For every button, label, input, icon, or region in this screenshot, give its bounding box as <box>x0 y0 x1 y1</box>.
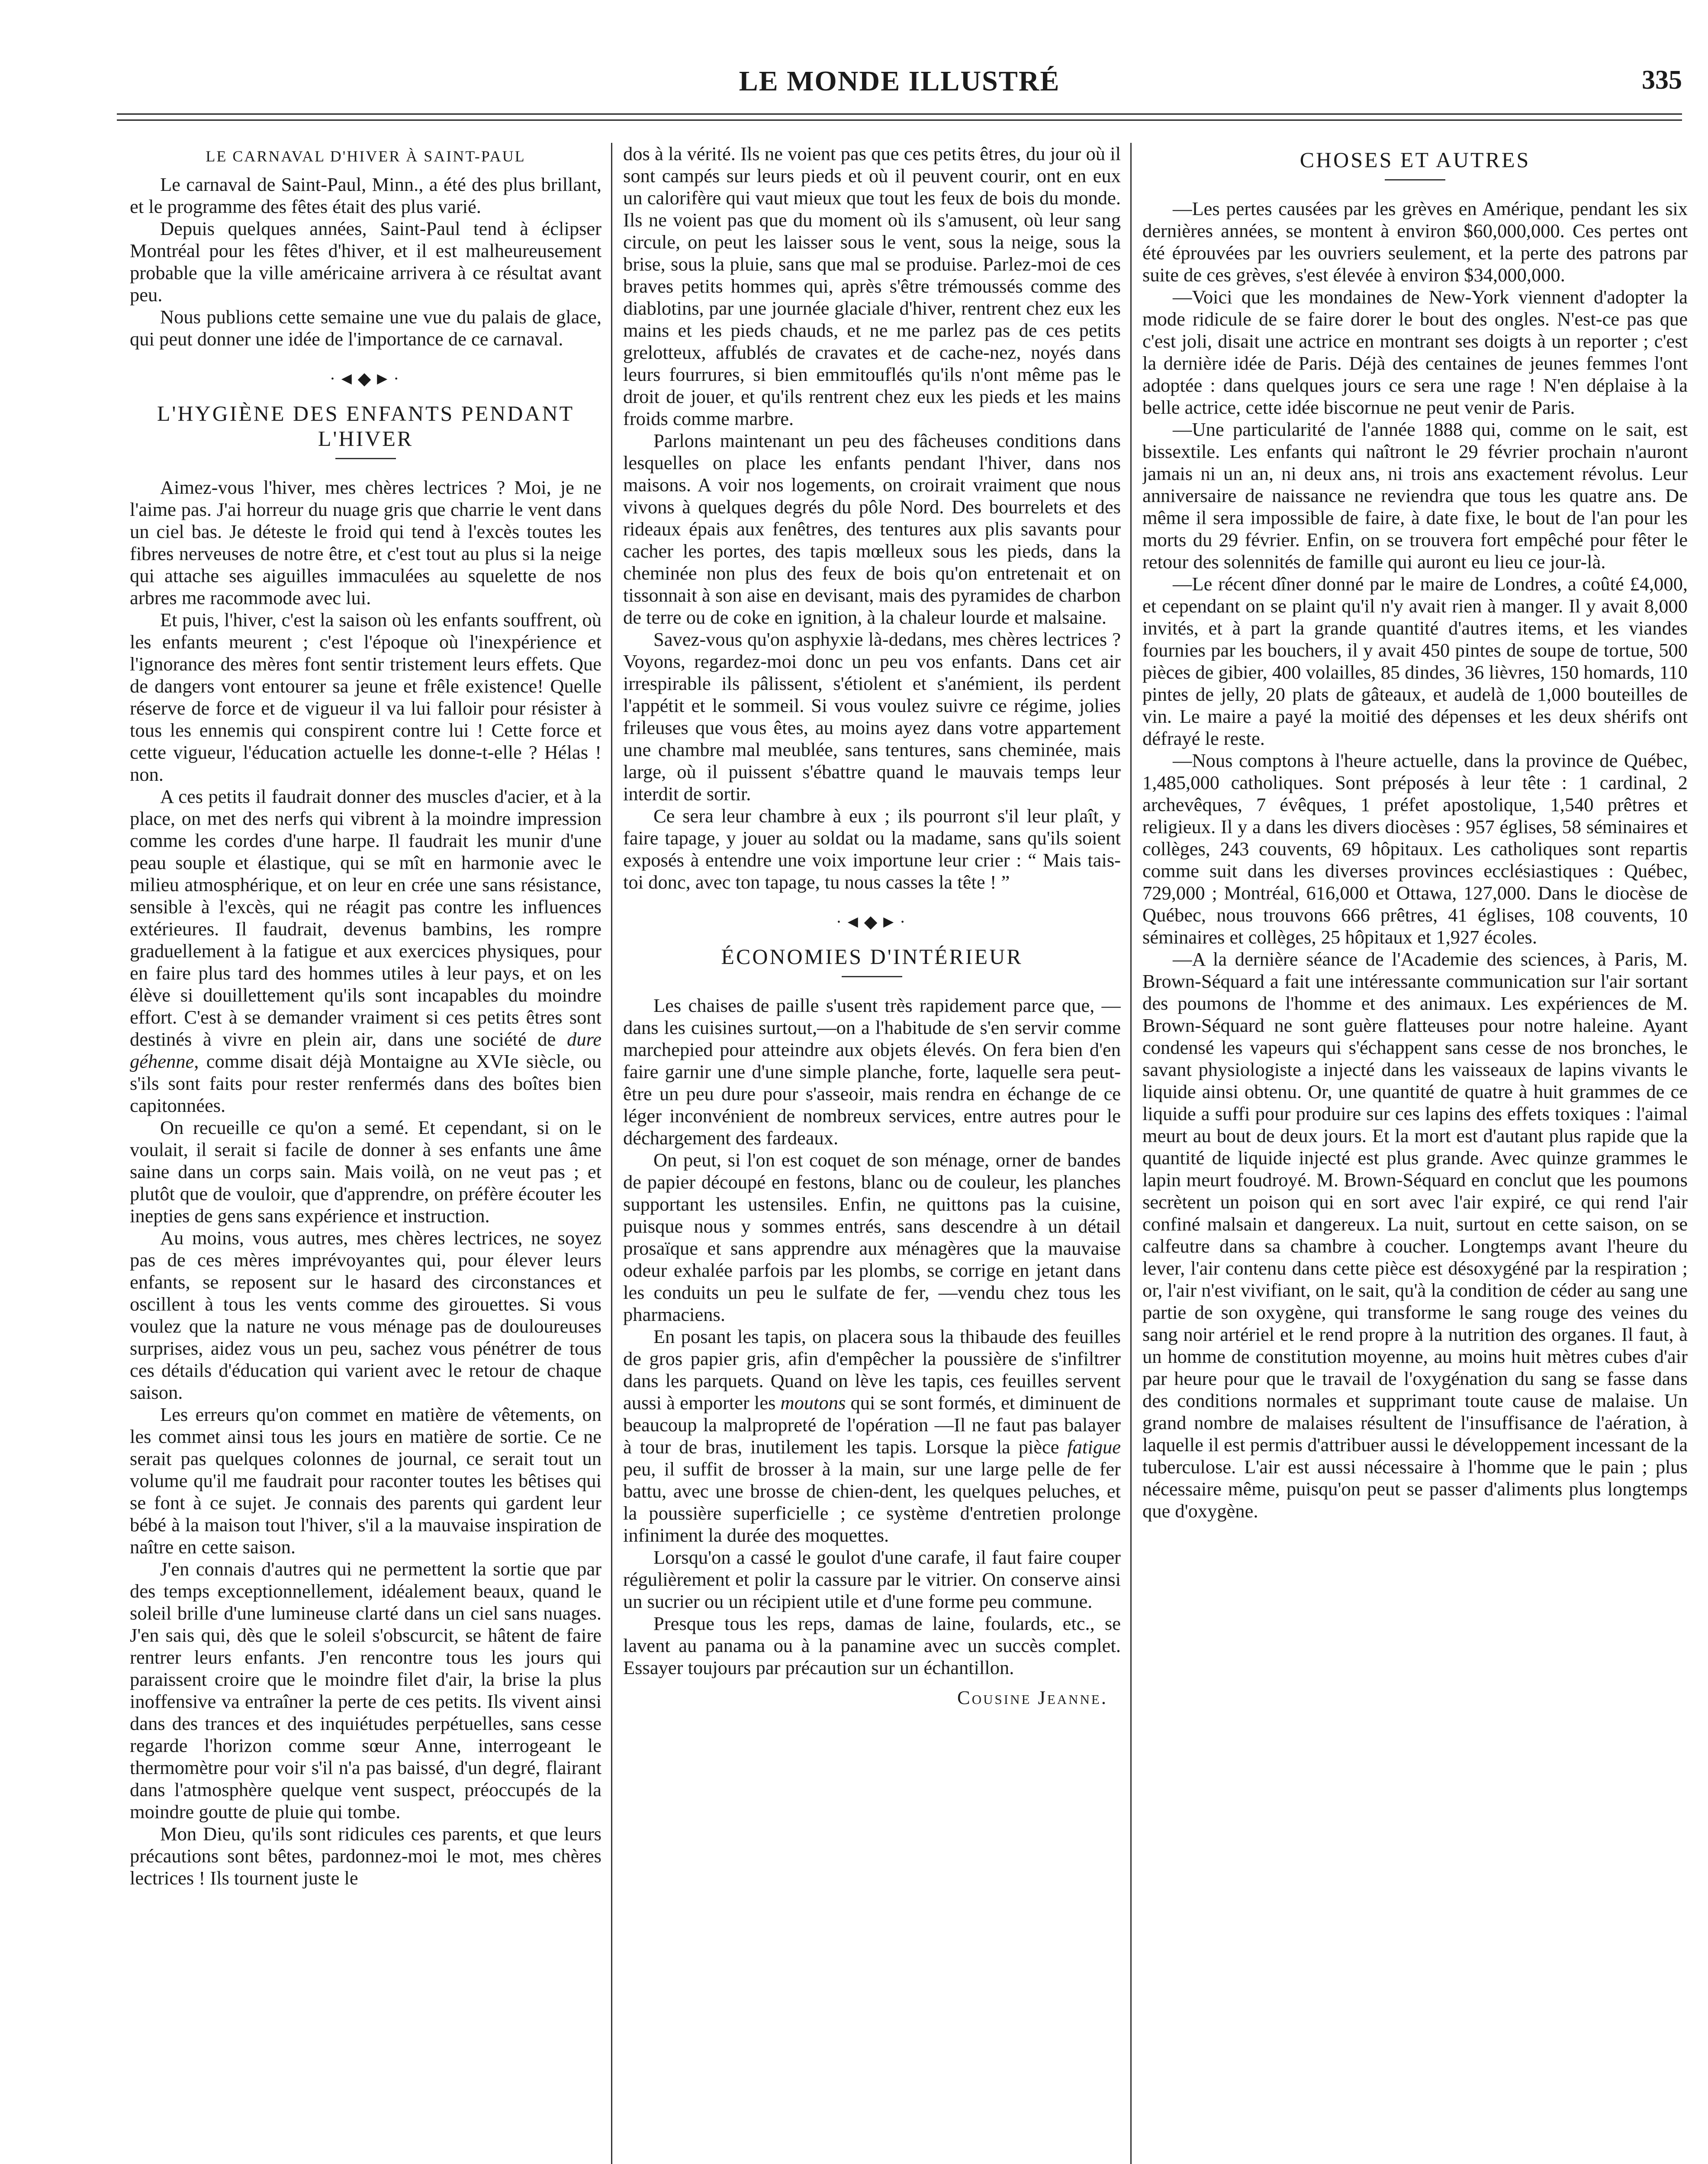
hygiene-paragraph: Aimez-vous l'hiver, mes chères lectrices ? Moi, je ne l'aime pas. J'ai horreur du nuage gris que charrie le vent dans un ciel bas. Je déteste le froid qui tend à l'excès toutes les fibres nerveuses de notre être, et c'est tout au plus si la neige qui attache ses aiguilles immaculées au squelette de nos arbres me racommode avec lui. <box>130 477 601 609</box>
carnaval-title: LE CARNAVAL D'HIVER À SAINT-PAUL <box>206 148 526 165</box>
carnaval-paragraph: Depuis quelques années, Saint-Paul tend à éclipser Montréal pour les fêtes d'hiver, et il est malheureusement probable que la ville américaine arrivera à ce résultat avant peu. <box>130 218 601 306</box>
hygiene-paragraph: Mon Dieu, qu'ils sont ridicules ces parents, et que leurs précautions sont bêtes, pardonnez-moi le mot, mes chères lectrices ! Ils tournent juste le <box>130 1823 601 1889</box>
news-item: —Le récent dîner donné par le maire de Londres, a coûté £4,000, et cependant on se plaint qu'il n'y avait rien à manger. Il y avait 8,000 invités, et à part la grande quantité d'autres items, et les viandes fournies par les bouchers, il y avait 450 pintes de soupe de tortue, 500 pièces de gibier, 400 volailles, 85 dindes, 36 lièvres, 150 homards, 110 pintes de jelly, 20 plats de gâteaux, et audelà de 1,000 bouteilles de vin. Le maire a payé la moitié des dépenses et les deux shérifs ont défrayé le reste. <box>1142 573 1688 749</box>
hygiene-paragraph: Et puis, l'hiver, c'est la saison où les enfants souffrent, où les enfants meurent ; c'est l'époque où l'inexpérience et l'ignorance des mères font sentir tristement leurs effets. Que de dangers vont entourer sa jeune et frêle existence! Quelle réserve de force et de vigueur il va lui falloir pour résister à tous les ennemis qui conspirent contre lui ! Cette force et cette vigueur, l'éducation actuelle les donne-t-elle ? Hélas ! non. <box>130 609 601 785</box>
page-header <box>117 65 1682 113</box>
header-rule-bottom <box>117 119 1682 121</box>
economies-italic-text: moutons <box>780 1392 846 1414</box>
hygiene-paragraph: On recueille ce qu'on a semé. Et cependant, si on le voulait, il serait si facile de donner à ses enfants une âme saine dans un corps sain. Mais voilà, on ne veut pas ; et plutôt que de vouloir, que d'apprendre, on préfère écouter les inepties de gens sans expérience et instruction. <box>130 1117 601 1227</box>
news-item: —Nous comptons à l'heure actuelle, dans la province de Québec, 1,485,000 catholiques. Sont préposés à leur tête : 1 cardinal, 2 archevêques, 7 évêques, 1 préfet apostolique, 1,540 prêtres et religieux. Il y a dans les divers diocèses : 957 églises, 58 séminaires et collèges, 243 couvents, 69 hôpitaux. Les catholiques sont repartis comme suit dans les diverses provinces ecclésiastiques : Québec, 729,000 ; Montréal, 616,000 et Ottawa, 127,000. Dans le diocèse de Québec, nous trouvons 666 prêtres, 41 églises, 108 couvents, 10 séminaires et collèges, 25 hôpitaux et 1,927 écoles. <box>1142 750 1688 948</box>
news-item: —Les pertes causées par les grèves en Amérique, pendant les six dernières années, se montent à environ $60,000,000. Ces pertes ont été éprouvées par les ouvriers seulement, et la perte des patrons par suite de ces grèves, s'est élevée à environ $34,000,000. <box>1142 198 1688 286</box>
economies-paragraph: Les chaises de paille s'usent très rapidement parce que, —dans les cuisines surtout,—on a l'habitude de s'en servir comme marchepied pour atteindre aux objets élevés. On fera bien d'en faire garnir une d'une simple planche, forte, laquelle sera peut-être un peu dure pour s'asseoir, mais rendra en échange de ce léger inconvénient de nombreux services, entre autres pour le déchargement des fardeaux. <box>623 995 1121 1149</box>
economies-paragraph <box>623 1326 1121 1546</box>
title-rule <box>1385 179 1445 180</box>
economies-paragraph: Presque tous les reps, damas de laine, foulards, etc., se lavent au panama ou à la panamine avec un succès complet. Essayer toujours par précaution sur un échantillon. <box>623 1613 1121 1678</box>
masthead: LE MONDE ILLUSTRÉ <box>739 65 1060 97</box>
hygiene-paragraph: dos à la vérité. Ils ne voient pas que ces petits êtres, du jour où il sont campés sur leurs pieds et où il peuvent courir, ont en eux un calorifère qui vaut mieux que tout les feux de bois du monde. Ils ne voient pas que du moment où ils s'amusent, où leur sang circule, on peut les laisser sous le vent, sous la neige, sous la brise, sous la pluie, sans que mal se produise. Parlez-moi de ces braves petits hommes qui, après s'être trémoussés comme des diablotins, par une journée glaciale d'hiver, rentrent chez eux les mains et les pieds chauds, et ne me parlez pas de ces petits grelotteux, affublés de cravates et de cache-nez, noyés dans leurs fourrures, si bien emmitouflés qu'ils n'ont même pas le droit de jouer, et qu'ils rentrent chez eux les pieds et les mains froids comme marbre. <box>623 143 1121 429</box>
news-item: —Voici que les mondaines de New-York viennent d'adopter la mode ridicule de se faire dorer le bout des ongles. N'est-ce pas que c'est joli, disait une actrice en montrant ses doigts à un reporter ; c'est la dernière idée de Paris. Déjà des centaines de jeunes femmes l'ont adoptée : dans quelques jours ce sera une rage ! N'en déplaise à la belle actrice, cette idée biscornue ne peut venir de Paris. <box>1142 286 1688 418</box>
section-ornament: ·◄◆►· <box>836 912 908 931</box>
economies-text: En posant les tapis, on placera sous la thibaude des feuilles de gros papier gris, afin d'empêcher la poussière de s'infiltrer dans les parquets. Quand on lève les tapis, ces feuilles servent aussi à emporter les <box>623 1326 1121 1414</box>
author-signature: Cousine Jeanne. <box>957 1687 1108 1708</box>
carnaval-paragraph: Le carnaval de Saint-Paul, Minn., a été des plus brillant, et le programme des fêtes était des plus varié. <box>130 174 601 217</box>
economies-italic-text: fatigue <box>1067 1436 1121 1458</box>
column-3 <box>1142 143 1688 2164</box>
hygiene-text: A ces petits il faudrait donner des muscles d'acier, et à la place, on met des nerfs qui vibrent à la moindre impression comme les cordes d'une harpe. Il faudrait les munir d'une peau souple et élastique, qui se mît en harmonie avec le milieu atmosphérique, et on leur en crée une sans résistance, sensible à l'excès, qui ne réagit pas contre les influences extérieures. Il faudrait, devenus bambins, les rompre graduellement à la fatigue et aux exercices physiques, pour en faire plus tard des hommes utiles à leur pays, et on les élève si douillettement qu'ils sont incapables du moindre effort. C'est à se demander vraiment si ces petits êtres sont destinés à vivre en plein air, dans une société de <box>130 786 601 1050</box>
hygiene-paragraph <box>130 786 601 1117</box>
hygiene-paragraph: Les erreurs qu'on commet en matière de vêtements, on les commet ainsi tous les jours en matière de sortie. Ce ne serait pas quelques colonnes de journal, ce serait tout un volume qu'il me faudrait pour raconter toutes les bêtises qui se font à ce sujet. Je connais des parents qui gardent leur bébé à la maison tout l'hiver, s'il a la mauvaise inspiration de naître en cette saison. <box>130 1404 601 1558</box>
section-ornament: ·◄◆►· <box>329 369 402 388</box>
title-rule <box>842 976 902 977</box>
news-item: —Une particularité de l'année 1888 qui, comme on le sait, est bissextile. Les enfants qui naîtront le 29 février prochain n'auront jamais ni un an, ni deux ans, ni trois ans exactement révolus. Leur anniversaire de naissance ne reviendra que tous les quatre ans. De même il sera impossible de faire, à date fixe, le bout de l'an pour les morts du 29 février. Enfin, on se trouvera fort empêché pour fêter le retour des solennités de famille qui auront eu lieu ce jour-là. <box>1142 419 1688 573</box>
column-1 <box>130 143 601 2164</box>
economies-paragraph: Lorsqu'on a cassé le goulot d'une carafe, il faut faire couper régulièrement et polir la cassure par le vitrier. On conserve ainsi un sucrier ou un récipient utile et d'une forme peu commune. <box>623 1546 1121 1612</box>
column-divider-1 <box>611 143 612 2164</box>
hygiene-italic-text: dure géhenne <box>130 1028 601 1072</box>
hygiene-paragraph: Au moins, vous autres, mes chères lectrices, ne soyez pas de ces mères imprévoyantes qui, pour élever leurs enfants, se reposent sur le hasard des circonstances et oscillent à tous les vents comme des girouettes. Si vous voulez que la nature ne vous ménage pas de douloureuses surprises, aidez vous un peu, sachez vous pénétrer de tous ces détails d'éducation qui varient avec le retour de chaque saison. <box>130 1227 601 1403</box>
hygiene-paragraph: Ce sera leur chambre à eux ; ils pourront s'il leur plaît, y faire tapage, y jouer au soldat ou la madame, sans qu'ils soient exposés à entendre une voix importune leur crier : “ Mais tais-toi donc, avec ton tapage, tu nous casses la tête ! ” <box>623 805 1121 893</box>
title-rule <box>335 458 396 459</box>
news-item: —A la dernière séance de l'Academie des sciences, à Paris, M. Brown-Séquard a fait une intéressante communication sur l'air sortant des poumons de l'homme et des animaux. Les expériences de M. Brown-Séquard ne sont guère flatteuses pour notre haleine. Ayant condensé les vapeurs qui s'échappent sans cesse de nos bronches, le savant physiologiste a injecté dans les vaisseaux de lapins vivants le liquide ainsi obtenu. Or, une quantité de quatre à huit grammes de ce liquide a suffi pour produire sur ces lapins des effets toxiques : l'aimal meurt au bout de deux jours. Et la mort est d'autant plus rapide que la quantité de liquide injecté est plus grande. Avec quinze grammes le lapin meurt foudroyé. M. Brown-Séquard en conclut que les poumons secrètent un poison qui en sort avec l'air expiré, ce qui rend l'air confiné malsain et dangereux. La nuit, surtout en cette saison, on se calfeutre dans sa chambre à coucher. Longtemps avant l'heure du lever, l'air contenu dans cette pièce est désoxygéné par la respiration ; or, l'air n'est vivifiant, on le sait, qu'à la condition de céder au sang une partie de son oxygène, qui transforme le sang rouge des veines du sang noir artériel et le rend propre à la nutrition des organes. Il faut, à un homme de constitution moyenne, au moins huit mètres cubes d'air par heure pour que le travail de l'oxygénation du sang se fasse dans des conditions normales et supprimant toute cause de malaise. Un grand nombre de malaises résultent de l'insuffisance de l'aération, à laquelle il est permis d'attribuer aussi le développement incessant de la tuberculose. L'air est aussi nécessaire à l'homme que le pain ; plus nécessaire même, puisqu'on peut se passer d'aliments plus longtemps que d'oxygène. <box>1142 948 1688 1522</box>
economies-text: qui se sont formés, et diminuent de beaucoup la malpropreté de l'opération —Il ne faut pas balayer à tour de bras, inutilement les tapis. Lorsque la pièce <box>623 1392 1121 1458</box>
hygiene-paragraph: J'en connais d'autres qui ne permettent la sortie que par des temps exceptionnellement, idéalement beaux, quand le soleil brille d'une lumineuse clarté dans un ciel sans nuages. J'en sais qui, dès que le soleil s'obscurcit, se hâtent de faire rentrer leurs enfants. J'en rencontre tous les jours qui paraissent croire que le moindre filet d'air, la brise la plus inoffensive va entraîner la perte de ces petits. Ils vivent ainsi dans des trances et des inquiétudes perpétuelles, sans cesse regarde l'horizon comme sœur Anne, interrogeant le thermomètre pour voir s'il n'a pas baissé, d'un degré, flairant dans l'atmosphère quelque vent suspect, préoccupés de la moindre goutte de pluie qui tombe. <box>130 1558 601 1823</box>
economies-text: peu, il suffit de brosser à la main, sur une large pelle de fer battu, avec une brosse de chien-dent, les quelques peluches, et la poussière superficielle ; ce système d'entretien prolonge infiniment la durée des moquettes. <box>623 1458 1121 1546</box>
hygiene-paragraph: Savez-vous qu'on asphyxie là-dedans, mes chères lectrices ? Voyons, regardez-moi donc un peu vos enfants. Dans cet air irrespirable ils pâlissent, s'étiolent et s'anémient, ils perdent l'appétit et le sommeil. Si vous voulez suivre ce régime, jolies frileuses que vous êtes, au moins ayez dans votre appartement une chambre mal meublée, sans tentures, sans cheminée, mais large, où il puissent s'ébattre quand le mauvais temps leur interdit de sortir. <box>623 628 1121 805</box>
economies-paragraph: On peut, si l'on est coquet de son ménage, orner de bandes de papier découpé en festons, blanc ou de couleur, les planches supportant les ustensiles. Enfin, ne quittons pas la cuisine, puisque nous y sommes entrés, sans descendre à un détail prosaïque et sans apprendre aux ménagères que la mauvaise odeur exhalée parfois par les plombs, se corrige en jetant dans les conduits un peu le sulfate de fer, —vendu chez tous les pharmaciens. <box>623 1149 1121 1325</box>
hygiene-title: L'HYGIÈNE DES ENFANTS PENDANT L'HIVER <box>157 401 575 451</box>
header-rule-top <box>117 113 1682 115</box>
hygiene-text: , comme disait déjà Montaigne au XVIe siècle, ou s'ils sont faits pour rester renfermés dans des boîtes bien capitonnées. <box>130 1050 601 1116</box>
page-number: 335 <box>1642 65 1682 95</box>
column-2 <box>623 143 1121 2164</box>
choses-title: CHOSES ET AUTRES <box>1299 148 1531 172</box>
hygiene-paragraph: Parlons maintenant un peu des fâcheuses conditions dans lesquelles on place les enfants pendant l'hiver, dans nos maisons. A voir nos logements, on croirait vraiment que nous vivons à quelques degrés du pôle Nord. Des bourrelets et des rideaux épais aux fenêtres, des tentures aux plis savants pour cacher les portes, des tapis mœlleux sous les pieds, dans la cheminée non plus des feux de bois qu'on entretenait et on tissonnait à son aise en devisant, mais des pyramides de charbon de terre ou de coke en ignition, à la chaleur lourde et malsaine. <box>623 430 1121 628</box>
carnaval-paragraph: Nous publions cette semaine une vue du palais de glace, qui peut donner une idée de l'importance de ce carnaval. <box>130 306 601 350</box>
column-divider-2 <box>1130 143 1132 2164</box>
economies-title: ÉCONOMIES D'INTÉRIEUR <box>721 944 1023 969</box>
